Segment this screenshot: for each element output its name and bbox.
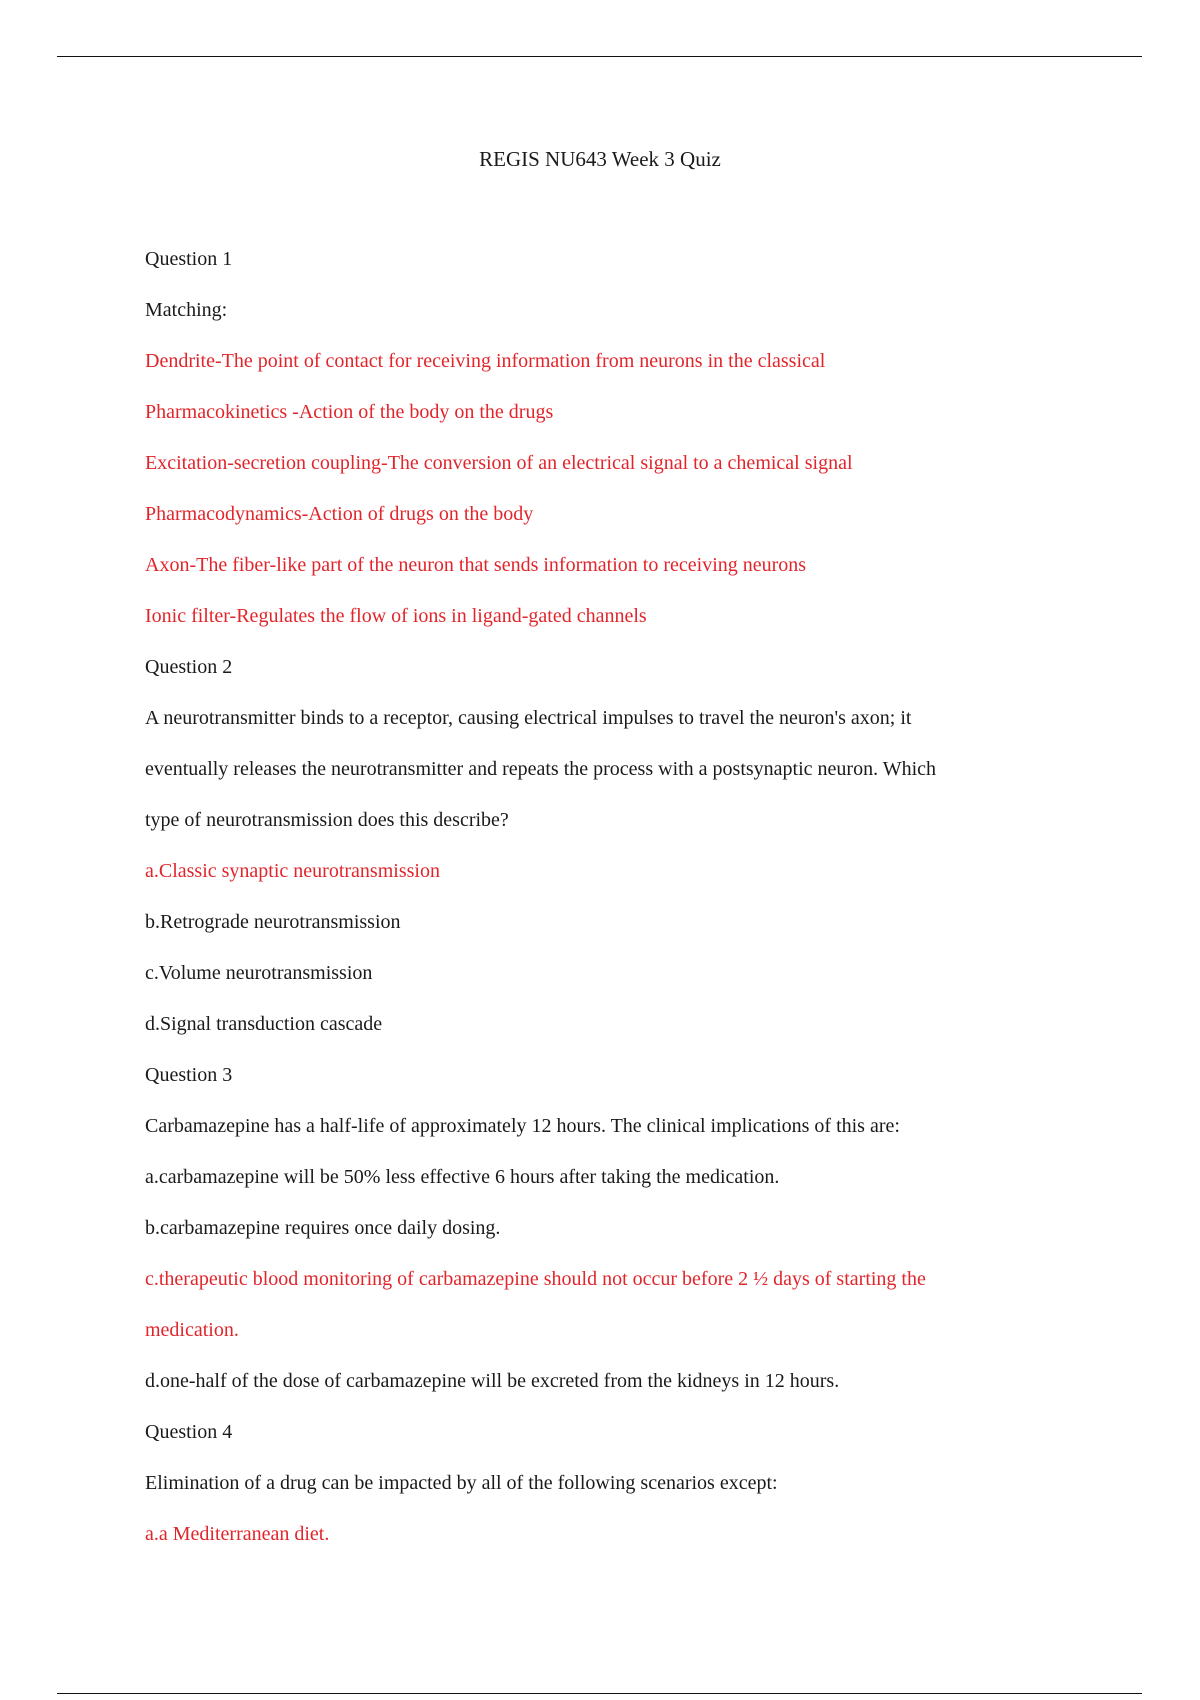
matching-label: Matching: <box>145 299 228 321</box>
question-2-option-c: c.Volume neurotransmission <box>145 962 373 984</box>
question-3-prompt: Carbamazepine has a half-life of approximately 12 hours. The clinical implications of this are: <box>145 1115 900 1137</box>
question-2-option-b: b.Retrograde neurotransmission <box>145 911 401 933</box>
question-4-option-a: a.a Mediterranean diet. <box>145 1523 330 1545</box>
quiz-content <box>145 244 1075 1570</box>
question-3-option-b: b.carbamazepine requires once daily dosing. <box>145 1217 501 1239</box>
question-2-heading: Question 2 <box>145 656 233 678</box>
question-3-option-d: d.one-half of the dose of carbamazepine will be excreted from the kidneys in 12 hours. <box>145 1370 840 1392</box>
question-2-prompt-line-3: type of neurotransmission does this describe? <box>145 809 509 831</box>
question-2-option-d: d.Signal transduction cascade <box>145 1013 383 1035</box>
question-3-option-c-line-1: c.therapeutic blood monitoring of carbamazepine should not occur before 2 ½ days of starting the <box>145 1268 926 1290</box>
question-4-heading: Question 4 <box>145 1421 233 1443</box>
page-title: REGIS NU643 Week 3 Quiz <box>479 147 721 171</box>
question-3-option-c-line-2: medication. <box>145 1319 239 1341</box>
question-4-prompt: Elimination of a drug can be impacted by all of the following scenarios except: <box>145 1472 778 1494</box>
footer-rule <box>57 1693 1142 1694</box>
matching-answer-dendrite: Dendrite-The point of contact for receiving information from neurons in the classical <box>145 350 826 372</box>
matching-answer-pharmacodynamics: Pharmacodynamics-Action of drugs on the body <box>145 503 534 525</box>
question-1-heading: Question 1 <box>145 248 233 270</box>
matching-answer-excitation-secretion: Excitation-secretion coupling-The conversion of an electrical signal to a chemical signal <box>145 452 853 474</box>
question-2-option-a: a.Classic synaptic neurotransmission <box>145 860 440 882</box>
matching-answer-pharmacokinetics: Pharmacokinetics -Action of the body on the drugs <box>145 401 554 423</box>
question-2-prompt-line-1: A neurotransmitter binds to a receptor, causing electrical impulses to travel the neuron's axon; it <box>145 707 912 729</box>
header-rule <box>57 56 1142 57</box>
question-3-heading: Question 3 <box>145 1064 233 1086</box>
matching-answer-axon: Axon-The fiber-like part of the neuron that sends information to receiving neurons <box>145 554 807 576</box>
matching-answer-ionic-filter: Ionic filter-Regulates the flow of ions in ligand-gated channels <box>145 605 647 627</box>
question-3-option-a: a.carbamazepine will be 50% less effective 6 hours after taking the medication. <box>145 1166 780 1188</box>
question-2-prompt-line-2: eventually releases the neurotransmitter and repeats the process with a postsynaptic neuron. Which <box>145 758 937 780</box>
